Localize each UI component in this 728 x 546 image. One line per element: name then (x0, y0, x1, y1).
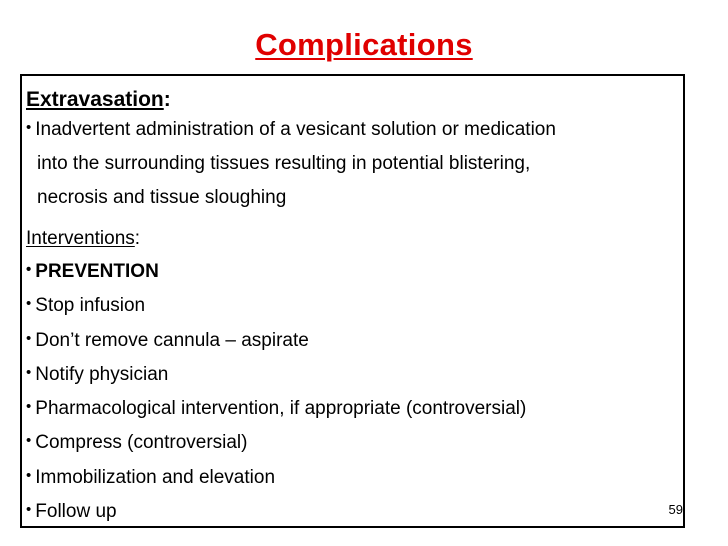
bullet-icon: • (26, 261, 32, 278)
definition-line: into the surrounding tissues resulting in potential blistering, (37, 153, 531, 174)
list-item-text: Stop infusion (35, 295, 146, 317)
interventions-heading (26, 227, 686, 251)
interventions-list (26, 254, 686, 528)
list-item-text: Immobilization and elevation (35, 466, 276, 488)
list-item-text: Don’t remove cannula – aspirate (35, 329, 309, 351)
list-item-text: Follow up (35, 501, 117, 523)
bullet-icon: • (26, 398, 32, 416)
list-item-text: Pharmacological intervention, if appropriate (controversial) (35, 398, 527, 420)
bullet-icon: • (26, 329, 32, 347)
definition-paragraph (26, 111, 686, 215)
list-item-text: Compress (controversial) (35, 432, 248, 454)
slide-content (26, 86, 686, 528)
bullet-icon: • (26, 119, 32, 136)
interventions-heading-text: Interventions (26, 228, 135, 249)
definition-line: necrosis and tissue sloughing (37, 187, 287, 208)
bullet-icon: • (26, 363, 32, 381)
bullet-icon: • (26, 295, 32, 313)
bullet-icon: • (26, 501, 32, 519)
interventions-heading-colon: : (134, 228, 141, 249)
bullet-icon: • (26, 432, 32, 450)
list-item (26, 323, 686, 357)
bullet-icon: • (26, 466, 32, 484)
definition-line: Inadvertent administration of a vesicant solution or medication (35, 119, 556, 140)
list-item-text: Notify physician (35, 363, 169, 385)
section-heading-colon: : (163, 88, 171, 111)
list-item (26, 288, 686, 322)
list-item (26, 494, 686, 528)
list-item (26, 254, 686, 288)
list-item (26, 357, 686, 391)
list-item (26, 425, 686, 459)
list-item (26, 391, 686, 425)
page-number: 59 (668, 502, 683, 517)
section-heading-text: Extravasation (26, 88, 164, 111)
list-item-text: PREVENTION (35, 261, 159, 282)
list-item (26, 460, 686, 494)
slide-title: Complications (255, 27, 473, 62)
section-heading (26, 86, 686, 114)
